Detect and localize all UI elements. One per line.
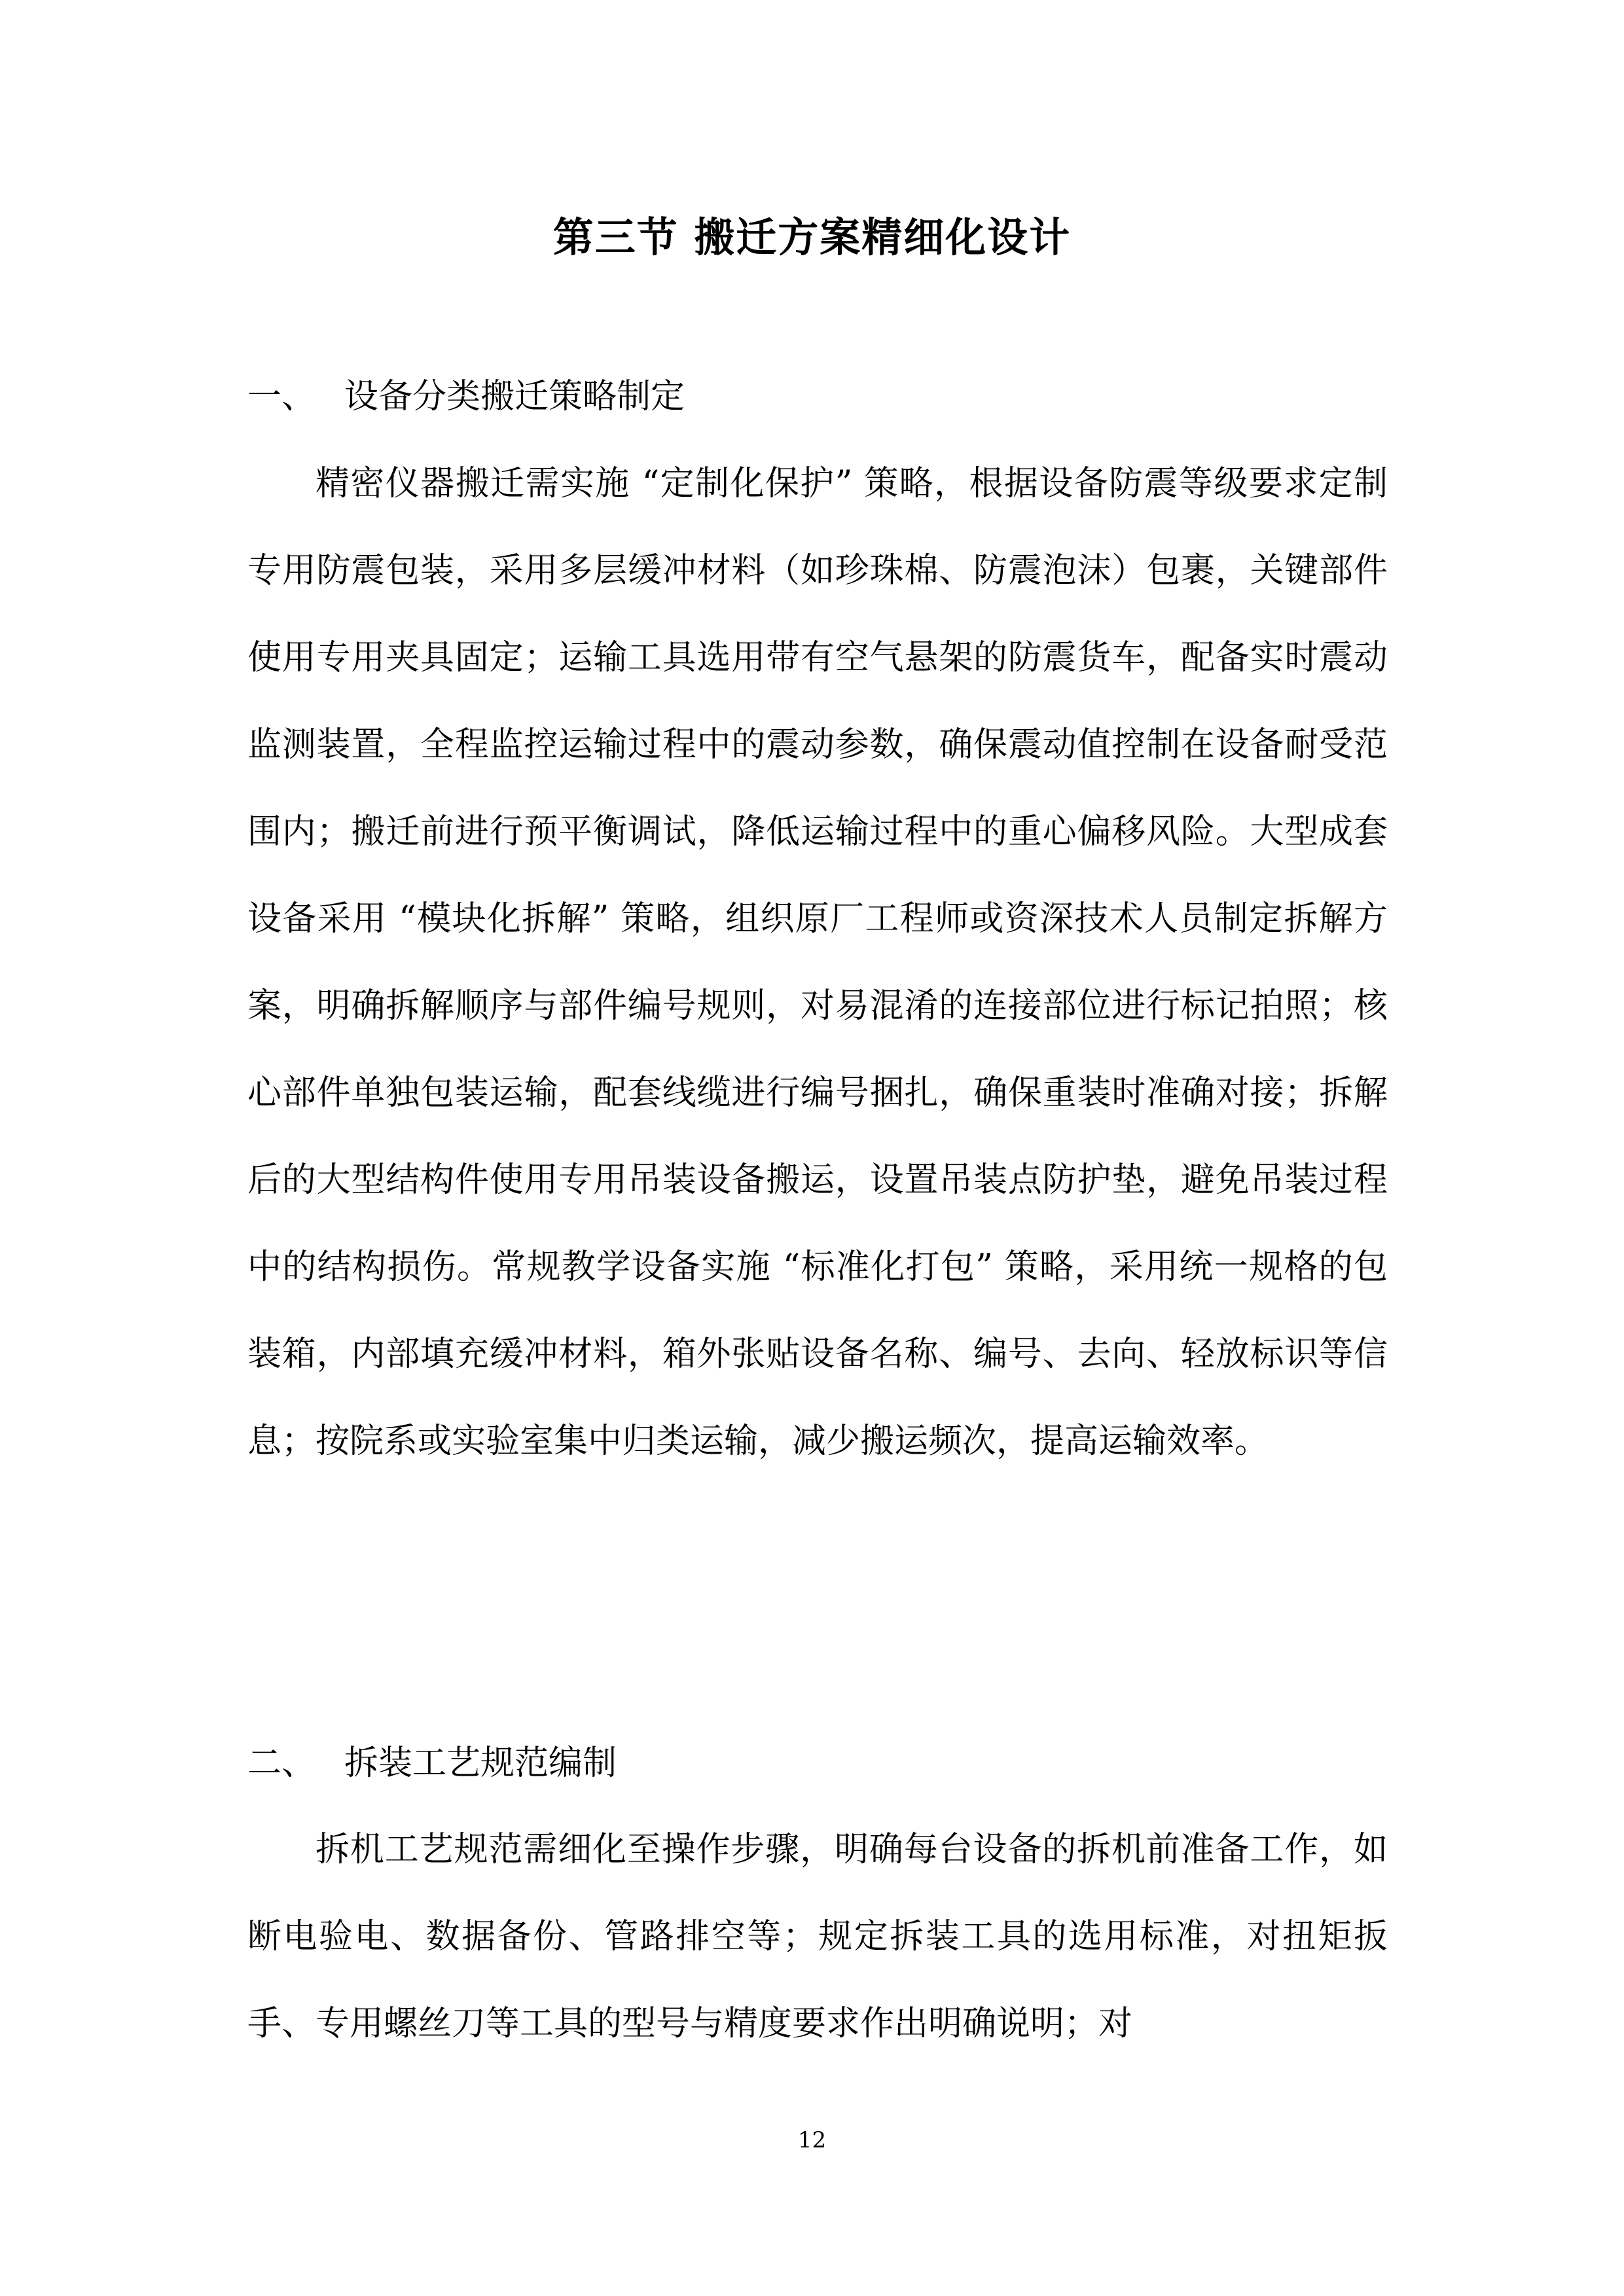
section-number: 一、 bbox=[247, 377, 316, 416]
body-paragraph-2: 拆机工艺规范需细化至操作步骤，明确每台设备的拆机前准备工作，如断电验电、数据备份、管路排空等；规定拆装工具的选用标准，对扭矩扳手、专用螺丝刀等工具的型号与精度要求作出明确说明；对 bbox=[247, 1830, 1388, 2043]
section-heading-1 bbox=[247, 370, 685, 423]
page-number: 12 bbox=[797, 2127, 827, 2153]
section-number: 二、 bbox=[247, 1744, 316, 1783]
body-paragraph-1: 精密仪器搬迁需实施 “定制化保护” 策略，根据设备防震等级要求定制专用防震包装，采用多层缓冲材料（如珍珠棉、防震泡沫）包裹，关键部件使用专用夹具固定；运输工具选用带有空气悬架的防震货车，配备实时震动监测装置，全程监控运输过程中的震动参数，确保震动值控制在设备耐受范围内；搬迁前进行预平衡调试，降低运输过程中的重心偏移风险。大型成套设备采用 “模块化拆解” 策略，组织原厂工程师或资深技术人员制定拆解方案，明确拆解顺序与部件编号规则，对易混淆的连接部位进行标记拍照；核心部件单独包装运输，配套线缆进行编号捆扎，确保重装时准确对接；拆解后的大型结构件使用专用吊装设备搬运，设置吊装点防护垫，避免吊装过程中的结构损伤。常规教学设备实施 “标准化打包” 策略，采用统一规格的包装箱，内部填充缓冲材料，箱外张贴设备名称、编号、去向、轻放标识等信息；按院系或实验室集中归类运输，减少搬运频次，提高运输效率。 bbox=[247, 464, 1388, 1461]
section-heading-text: 拆装工艺规范编制 bbox=[344, 1744, 617, 1783]
section-title: 第三节 搬迁方案精细化设计 bbox=[552, 213, 1072, 261]
section-heading-2 bbox=[247, 1737, 617, 1789]
section-heading-text: 设备分类搬迁策略制定 bbox=[344, 377, 685, 416]
